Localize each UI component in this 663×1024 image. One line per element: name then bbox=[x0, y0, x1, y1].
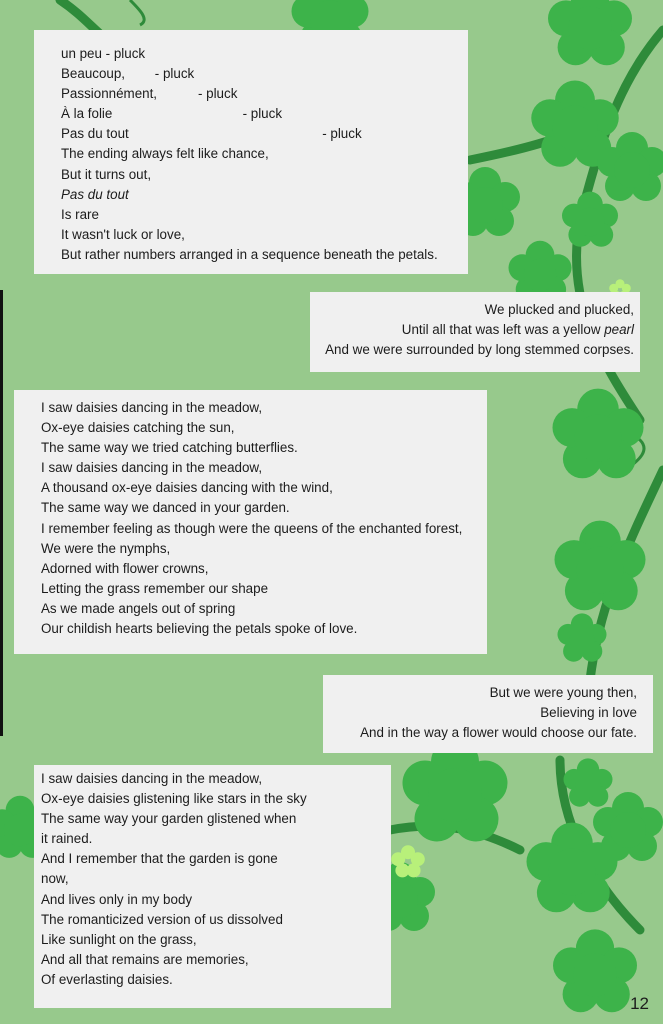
poem-line: And we were surrounded by long stemmed corpses. bbox=[325, 342, 634, 358]
poem-line: Beaucoup, - pluck bbox=[61, 66, 195, 82]
poem-line: Adorned with flower crowns, bbox=[41, 560, 209, 576]
stanza-plucking-card bbox=[34, 30, 468, 274]
poem-line: But rather numbers arranged in a sequence beneath the petals. bbox=[61, 246, 438, 262]
poem-line: Pas du tout - pluck bbox=[61, 126, 362, 142]
poem-line: And all that remains are memories, bbox=[41, 951, 249, 967]
poem-line: As we made angels out of spring bbox=[41, 600, 236, 616]
poem-line: The same way we tried catching butterflies. bbox=[41, 440, 298, 456]
poem-line-emphasis: pearl bbox=[604, 322, 634, 338]
poem-line: We plucked and plucked, bbox=[484, 302, 634, 317]
poem-line: But we were young then, bbox=[489, 685, 637, 700]
poem-line-italic: Pas du tout bbox=[61, 186, 129, 202]
poem-line: But it turns out, bbox=[61, 166, 152, 182]
poem-line: À la folie - pluck bbox=[61, 106, 283, 122]
poem-line: And in the way a flower would choose our fate. bbox=[360, 725, 637, 741]
poem-line: The ending always felt like chance, bbox=[61, 146, 269, 162]
poem-line-text: Until all that was left was a yellow bbox=[401, 322, 605, 338]
poem-line: Ox-eye daisies glistening like stars in the sky bbox=[41, 791, 307, 807]
poem-line: We were the nymphs, bbox=[41, 540, 171, 556]
poem-line: un peu - pluck bbox=[61, 46, 146, 61]
poem-line: Passionnément, - pluck bbox=[61, 86, 238, 102]
poem-line: I remember feeling as though were the queens of the enchanted forest, bbox=[41, 520, 463, 536]
poem-line: Believing in love bbox=[540, 705, 637, 721]
poem-line: Ox-eye daisies catching the sun, bbox=[41, 420, 235, 436]
poem-line: Our childish hearts believing the petals spoke of love. bbox=[41, 621, 358, 637]
stanza-young-card bbox=[323, 675, 653, 753]
left-edge-bar bbox=[0, 290, 3, 736]
poem-line: I saw daisies dancing in the meadow, bbox=[41, 460, 263, 476]
poem-line: And lives only in my body bbox=[41, 891, 193, 907]
stanza-pearl-card bbox=[310, 292, 640, 372]
poem-line: The same way we danced in your garden. bbox=[41, 500, 290, 516]
page-number: 12 bbox=[630, 994, 649, 1013]
poem-line: Is rare bbox=[61, 206, 99, 222]
poem-line: A thousand ox-eye daisies dancing with the wind, bbox=[41, 480, 333, 496]
poem-line bbox=[310, 320, 634, 340]
poem-line: And I remember that the garden is gone bbox=[41, 851, 278, 867]
poem-line: I saw daisies dancing in the meadow, bbox=[41, 771, 263, 786]
poem-line: Letting the grass remember our shape bbox=[41, 580, 269, 596]
poem-line: it rained. bbox=[41, 831, 93, 847]
poem-line: The same way your garden glistened when bbox=[41, 811, 297, 827]
stanza-garden-card bbox=[34, 765, 391, 1008]
stanza-meadow-card bbox=[14, 390, 487, 654]
poem-line: Of everlasting daisies. bbox=[41, 971, 173, 987]
poem-line: now, bbox=[41, 871, 69, 887]
poem-line: It wasn't luck or love, bbox=[61, 226, 185, 242]
poem-line: Like sunlight on the grass, bbox=[41, 931, 197, 947]
poem-line: I saw daisies dancing in the meadow, bbox=[41, 400, 263, 415]
poem-line: The romanticized version of us dissolved bbox=[41, 911, 283, 927]
